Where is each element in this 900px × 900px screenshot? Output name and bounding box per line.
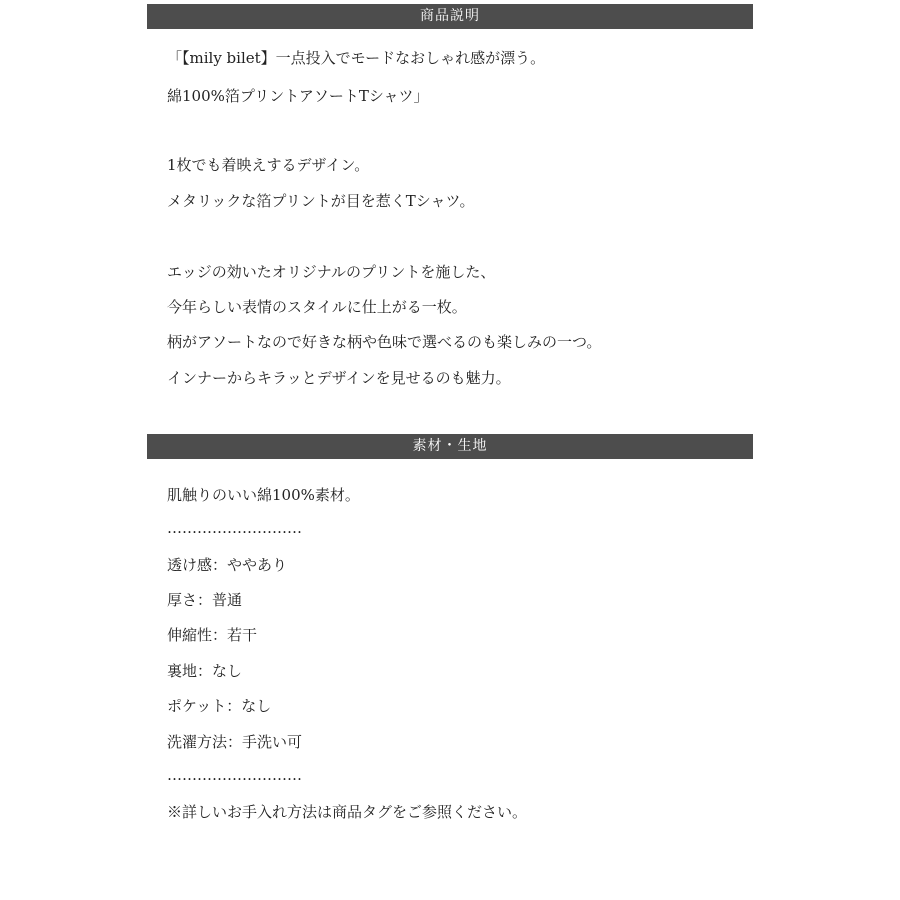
material-divider: ……………………… xyxy=(167,766,302,784)
material-section-header: 素材・生地 xyxy=(147,434,753,459)
material-spec-stretch: 伸縮性：若干 xyxy=(167,626,258,644)
description-line: 柄がアソートなので好きな柄や色味で選べるのも楽しみの一つ。 xyxy=(167,333,602,351)
material-spec-pocket: ポケット：なし xyxy=(167,697,272,715)
care-note: ※詳しいお手入れ方法は商品タグをご参照ください。 xyxy=(167,803,528,821)
description-line: インナーからキラッとデザインを見せるのも魅力。 xyxy=(167,369,511,387)
material-line: 肌触りのいい綿100%素材。 xyxy=(167,486,360,504)
material-spec-washing: 洗濯方法：手洗い可 xyxy=(167,733,303,751)
material-divider: ……………………… xyxy=(167,519,302,537)
description-line: エッジの効いたオリジナルのプリントを施した、 xyxy=(167,263,496,281)
description-line: メタリックな箔プリントが目を惹くTシャツ。 xyxy=(167,192,475,210)
material-spec-thickness: 厚さ：普通 xyxy=(167,591,243,609)
description-line: 今年らしい表情のスタイルに仕上がる一枚。 xyxy=(167,298,467,316)
description-line: 1枚でも着映えするデザイン。 xyxy=(167,156,370,174)
description-section-header: 商品説明 xyxy=(147,4,753,29)
material-spec-sheerness: 透け感：ややあり xyxy=(167,556,288,574)
description-line: 「【mily bilet】一点投入でモードなおしゃれ感が漂う。 xyxy=(167,49,546,67)
description-line: 綿100%箔プリントアソートTシャツ」 xyxy=(167,87,429,105)
material-spec-lining: 裏地：なし xyxy=(167,662,243,680)
